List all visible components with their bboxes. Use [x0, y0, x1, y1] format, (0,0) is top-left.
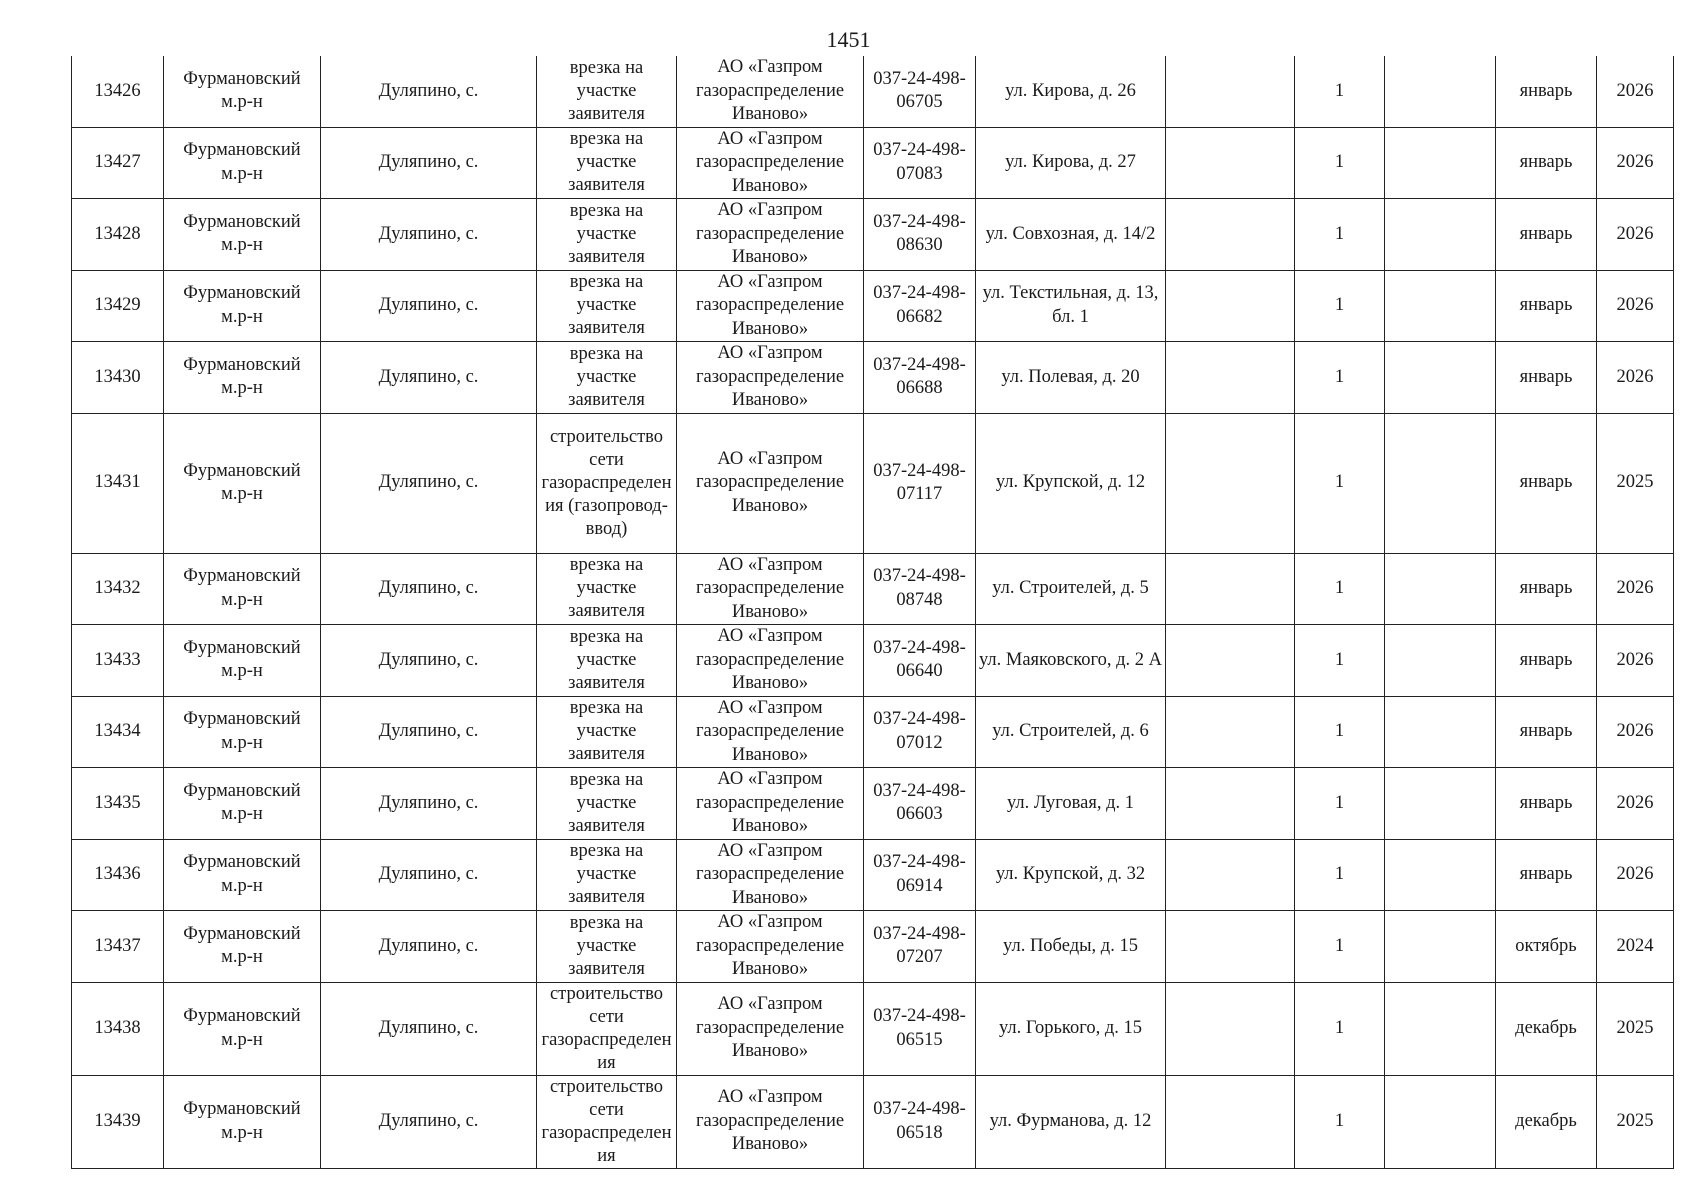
cell-locality: Дуляпино, с. — [321, 768, 537, 840]
cell-address: ул. Горького, д. 15 — [976, 982, 1166, 1075]
cell-operator: АО «Газпром газораспределение Иваново» — [677, 982, 864, 1075]
cell-code: 037-24-498-07012 — [864, 696, 976, 768]
cell-operator: АО «Газпром газораспределение Иваново» — [677, 839, 864, 911]
cell-locality: Дуляпино, с. — [321, 1075, 537, 1168]
cell-month: октябрь — [1496, 911, 1597, 983]
cell-code: 037-24-498-07207 — [864, 911, 976, 983]
table-row — [72, 1075, 1674, 1168]
cell-month: январь — [1496, 768, 1597, 840]
cell-work-type: врезка на участке заявителя — [537, 270, 677, 342]
cell-id: 13432 — [72, 553, 164, 625]
cell-empty — [1166, 553, 1295, 625]
cell-quantity: 1 — [1295, 768, 1385, 840]
cell-year: 2025 — [1597, 982, 1674, 1075]
cell-id: 13430 — [72, 342, 164, 414]
cell-operator: АО «Газпром газораспределение Иваново» — [677, 1075, 864, 1168]
cell-operator: АО «Газпром газораспределение Иваново» — [677, 553, 864, 625]
cell-empty — [1166, 56, 1295, 127]
cell-locality: Дуляпино, с. — [321, 696, 537, 768]
cell-address: ул. Крупской, д. 32 — [976, 839, 1166, 911]
cell-quantity: 1 — [1295, 839, 1385, 911]
table-row — [72, 270, 1674, 342]
cell-year: 2025 — [1597, 1075, 1674, 1168]
cell-district: Фурмановский м.р-н — [164, 982, 321, 1075]
cell-quantity: 1 — [1295, 696, 1385, 768]
register-body — [72, 56, 1674, 1168]
cell-locality: Дуляпино, с. — [321, 982, 537, 1075]
cell-code: 037-24-498-06705 — [864, 56, 976, 127]
cell-district: Фурмановский м.р-н — [164, 56, 321, 127]
cell-address: ул. Строителей, д. 5 — [976, 553, 1166, 625]
cell-address: ул. Строителей, д. 6 — [976, 696, 1166, 768]
cell-empty — [1166, 270, 1295, 342]
cell-empty — [1166, 413, 1295, 553]
cell-year: 2025 — [1597, 413, 1674, 553]
cell-empty — [1166, 839, 1295, 911]
cell-district: Фурмановский м.р-н — [164, 696, 321, 768]
cell-month: январь — [1496, 199, 1597, 271]
cell-district: Фурмановский м.р-н — [164, 413, 321, 553]
cell-work-type: врезка на участке заявителя — [537, 127, 677, 199]
cell-month: декабрь — [1496, 1075, 1597, 1168]
cell-code: 037-24-498-07117 — [864, 413, 976, 553]
cell-month: январь — [1496, 839, 1597, 911]
cell-empty — [1166, 768, 1295, 840]
page-number: 1451 — [826, 27, 871, 52]
cell-id: 13434 — [72, 696, 164, 768]
cell-work-type: строительство сети газораспределения — [537, 1075, 677, 1168]
cell-quantity: 1 — [1295, 199, 1385, 271]
cell-id: 13438 — [72, 982, 164, 1075]
cell-address: ул. Кирова, д. 26 — [976, 56, 1166, 127]
cell-empty — [1385, 768, 1496, 840]
cell-empty — [1166, 127, 1295, 199]
cell-address: ул. Крупской, д. 12 — [976, 413, 1166, 553]
cell-work-type: врезка на участке заявителя — [537, 768, 677, 840]
cell-year: 2026 — [1597, 696, 1674, 768]
cell-quantity: 1 — [1295, 56, 1385, 127]
cell-locality: Дуляпино, с. — [321, 342, 537, 414]
cell-quantity: 1 — [1295, 413, 1385, 553]
table-row — [72, 911, 1674, 983]
cell-work-type: врезка на участке заявителя — [537, 696, 677, 768]
cell-empty — [1385, 270, 1496, 342]
cell-quantity: 1 — [1295, 342, 1385, 414]
cell-address: ул. Луговая, д. 1 — [976, 768, 1166, 840]
cell-operator: АО «Газпром газораспределение Иваново» — [677, 911, 864, 983]
cell-empty — [1385, 911, 1496, 983]
cell-empty — [1166, 911, 1295, 983]
cell-district: Фурмановский м.р-н — [164, 1075, 321, 1168]
cell-year: 2026 — [1597, 270, 1674, 342]
cell-district: Фурмановский м.р-н — [164, 625, 321, 697]
cell-address: ул. Фурманова, д. 12 — [976, 1075, 1166, 1168]
cell-operator: АО «Газпром газораспределение Иваново» — [677, 696, 864, 768]
cell-month: январь — [1496, 696, 1597, 768]
cell-work-type: врезка на участке заявителя — [537, 839, 677, 911]
cell-empty — [1385, 1075, 1496, 1168]
cell-locality: Дуляпино, с. — [321, 56, 537, 127]
cell-code: 037-24-498-06603 — [864, 768, 976, 840]
cell-district: Фурмановский м.р-н — [164, 127, 321, 199]
cell-code: 037-24-498-08748 — [864, 553, 976, 625]
cell-id: 13429 — [72, 270, 164, 342]
cell-work-type: врезка на участке заявителя — [537, 199, 677, 271]
cell-work-type: врезка на участке заявителя — [537, 342, 677, 414]
table-row — [72, 199, 1674, 271]
cell-id: 13431 — [72, 413, 164, 553]
cell-operator: АО «Газпром газораспределение Иваново» — [677, 270, 864, 342]
cell-work-type: врезка на участке заявителя — [537, 56, 677, 127]
cell-id: 13435 — [72, 768, 164, 840]
cell-month: январь — [1496, 127, 1597, 199]
cell-code: 037-24-498-07083 — [864, 127, 976, 199]
table-row — [72, 342, 1674, 414]
cell-address: ул. Совхозная, д. 14/2 — [976, 199, 1166, 271]
table-row — [72, 696, 1674, 768]
cell-month: январь — [1496, 625, 1597, 697]
cell-empty — [1385, 56, 1496, 127]
cell-address: ул. Победы, д. 15 — [976, 911, 1166, 983]
table-row — [72, 768, 1674, 840]
register-table — [71, 56, 1674, 1169]
table-row — [72, 413, 1674, 553]
cell-year: 2026 — [1597, 839, 1674, 911]
cell-work-type: врезка на участке заявителя — [537, 625, 677, 697]
cell-operator: АО «Газпром газораспределение Иваново» — [677, 768, 864, 840]
cell-code: 037-24-498-06688 — [864, 342, 976, 414]
cell-empty — [1166, 982, 1295, 1075]
cell-empty — [1385, 342, 1496, 414]
cell-empty — [1385, 982, 1496, 1075]
cell-month: январь — [1496, 56, 1597, 127]
cell-operator: АО «Газпром газораспределение Иваново» — [677, 413, 864, 553]
cell-locality: Дуляпино, с. — [321, 127, 537, 199]
table-row — [72, 625, 1674, 697]
cell-year: 2026 — [1597, 625, 1674, 697]
cell-locality: Дуляпино, с. — [321, 270, 537, 342]
cell-address: ул. Полевая, д. 20 — [976, 342, 1166, 414]
cell-code: 037-24-498-06518 — [864, 1075, 976, 1168]
cell-id: 13436 — [72, 839, 164, 911]
cell-empty — [1166, 199, 1295, 271]
cell-locality: Дуляпино, с. — [321, 413, 537, 553]
cell-empty — [1385, 553, 1496, 625]
table-row — [72, 127, 1674, 199]
table-row — [72, 56, 1674, 127]
cell-quantity: 1 — [1295, 127, 1385, 199]
cell-id: 13427 — [72, 127, 164, 199]
cell-locality: Дуляпино, с. — [321, 839, 537, 911]
cell-operator: АО «Газпром газораспределение Иваново» — [677, 127, 864, 199]
cell-work-type: строительство сети газораспределения (газопровод-ввод) — [537, 413, 677, 553]
cell-district: Фурмановский м.р-н — [164, 911, 321, 983]
cell-year: 2026 — [1597, 342, 1674, 414]
cell-work-type: врезка на участке заявителя — [537, 911, 677, 983]
cell-district: Фурмановский м.р-н — [164, 768, 321, 840]
cell-empty — [1385, 127, 1496, 199]
cell-code: 037-24-498-06914 — [864, 839, 976, 911]
cell-quantity: 1 — [1295, 911, 1385, 983]
cell-month: январь — [1496, 342, 1597, 414]
cell-year: 2026 — [1597, 768, 1674, 840]
cell-district: Фурмановский м.р-н — [164, 270, 321, 342]
cell-empty — [1166, 696, 1295, 768]
cell-quantity: 1 — [1295, 553, 1385, 625]
cell-quantity: 1 — [1295, 1075, 1385, 1168]
cell-work-type: строительство сети газораспределения — [537, 982, 677, 1075]
cell-id: 13437 — [72, 911, 164, 983]
cell-district: Фурмановский м.р-н — [164, 839, 321, 911]
cell-address: ул. Маяковского, д. 2 А — [976, 625, 1166, 697]
cell-district: Фурмановский м.р-н — [164, 199, 321, 271]
cell-empty — [1385, 696, 1496, 768]
cell-quantity: 1 — [1295, 982, 1385, 1075]
cell-locality: Дуляпино, с. — [321, 199, 537, 271]
cell-quantity: 1 — [1295, 270, 1385, 342]
cell-month: декабрь — [1496, 982, 1597, 1075]
table-row — [72, 553, 1674, 625]
cell-empty — [1385, 413, 1496, 553]
cell-quantity: 1 — [1295, 625, 1385, 697]
cell-operator: АО «Газпром газораспределение Иваново» — [677, 199, 864, 271]
cell-year: 2026 — [1597, 127, 1674, 199]
cell-district: Фурмановский м.р-н — [164, 553, 321, 625]
table-row — [72, 982, 1674, 1075]
cell-district: Фурмановский м.р-н — [164, 342, 321, 414]
cell-empty — [1166, 1075, 1295, 1168]
cell-id: 13428 — [72, 199, 164, 271]
cell-operator: АО «Газпром газораспределение Иваново» — [677, 625, 864, 697]
cell-id: 13426 — [72, 56, 164, 127]
table-row — [72, 839, 1674, 911]
cell-month: январь — [1496, 413, 1597, 553]
cell-empty — [1166, 342, 1295, 414]
cell-code: 037-24-498-06515 — [864, 982, 976, 1075]
cell-code: 037-24-498-06640 — [864, 625, 976, 697]
cell-empty — [1385, 625, 1496, 697]
cell-work-type: врезка на участке заявителя — [537, 553, 677, 625]
cell-year: 2026 — [1597, 56, 1674, 127]
cell-code: 037-24-498-08630 — [864, 199, 976, 271]
cell-locality: Дуляпино, с. — [321, 625, 537, 697]
cell-operator: АО «Газпром газораспределение Иваново» — [677, 56, 864, 127]
cell-year: 2026 — [1597, 553, 1674, 625]
cell-operator: АО «Газпром газораспределение Иваново» — [677, 342, 864, 414]
cell-locality: Дуляпино, с. — [321, 911, 537, 983]
cell-month: январь — [1496, 270, 1597, 342]
cell-id: 13433 — [72, 625, 164, 697]
cell-empty — [1385, 839, 1496, 911]
cell-address: ул. Текстильная, д. 13, бл. 1 — [976, 270, 1166, 342]
cell-month: январь — [1496, 553, 1597, 625]
cell-year: 2026 — [1597, 199, 1674, 271]
cell-code: 037-24-498-06682 — [864, 270, 976, 342]
cell-empty — [1166, 625, 1295, 697]
cell-year: 2024 — [1597, 911, 1674, 983]
cell-locality: Дуляпино, с. — [321, 553, 537, 625]
cell-empty — [1385, 199, 1496, 271]
cell-address: ул. Кирова, д. 27 — [976, 127, 1166, 199]
cell-id: 13439 — [72, 1075, 164, 1168]
